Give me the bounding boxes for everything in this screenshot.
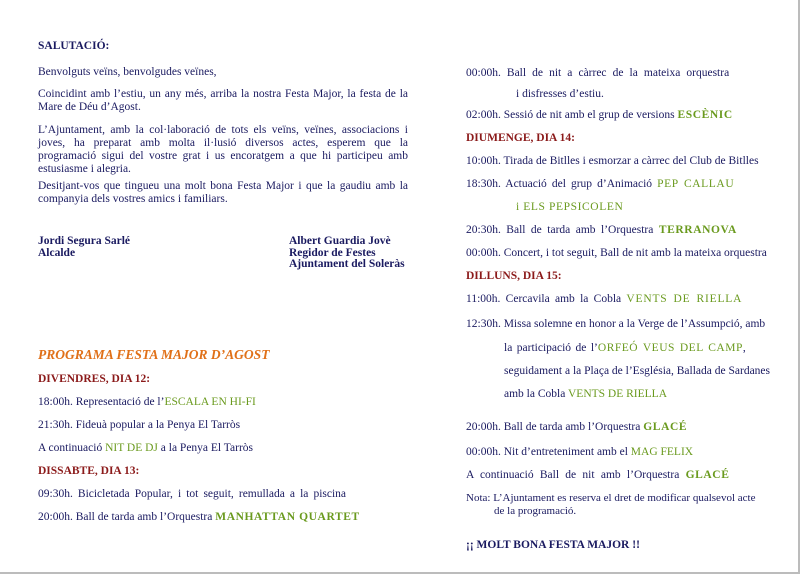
event-monday-1230-cont-3 [504, 388, 667, 400]
event-text: A continuació [38, 442, 106, 454]
event-highlight: ORFEÓ VEUS DEL CAMP [597, 342, 743, 354]
event-highlight: MAG FELIX [630, 446, 694, 458]
event-text: la participació de l’ [504, 342, 598, 354]
signature-mayor-name: Jordi Segura Sarlé [38, 235, 130, 247]
day-heading-saturday: DISSABTE, DIA 13: [38, 465, 140, 477]
event-text: , [742, 342, 746, 354]
event-friday-1800 [38, 396, 256, 408]
event-monday-2000 [466, 421, 687, 433]
event-monday-1100 [466, 293, 742, 305]
event-highlight: GLACÉ [685, 469, 730, 481]
event-monday-continuation [466, 469, 729, 481]
note-line-2: de la programació. [494, 505, 577, 517]
event-text: 18:00h. Representació de l’ [38, 396, 165, 408]
signature-mayor-role: Alcalde [38, 246, 76, 259]
event-highlight: ESCÈNIC [677, 109, 733, 121]
event-highlight: NIT DE DJ [105, 442, 158, 454]
event-highlight: VENTS DE RIELLA [626, 293, 743, 305]
greeting-heading: SALUTACIÓ: [38, 40, 110, 52]
event-text: 18:30h. Actuació del grup d’Animació [466, 178, 658, 190]
event-monday-1230-cont-1 [504, 342, 746, 354]
event-saturday-0000-cont: i disfresses d’estiu. [516, 88, 604, 100]
event-text: 02:00h. Sessió de nit amb el grup de versions [466, 109, 678, 121]
signature-councillor [289, 236, 405, 271]
event-monday-0000 [466, 446, 693, 458]
event-sunday-1830 [466, 178, 734, 190]
event-text: amb la Cobla [504, 388, 568, 400]
note-line-1: Nota: L’Ajuntament es reserva el dret de modificar qualsevol acte [466, 492, 756, 504]
event-highlight: MANHATTAN QUARTET [215, 511, 360, 523]
greeting-paragraph-3: L’Ajuntament, amb la col·laboració de tots els veïns, veïnes, associacions i joves, ha preparat amb molta il·lusió diversos actes, esperem que la programació sigui del vostre grat i us encoratgem a que hi participeu amb estusiasme i alegria. [38, 124, 408, 175]
event-sunday-1830-cont: i ELS PEPSICOLEN [516, 201, 624, 213]
event-text: A continuació Ball de nit amb l’Orquestra [466, 469, 686, 481]
event-monday-1230-cont-2: seguidament a la Plaça de l’Església, Ballada de Sardanes [504, 365, 770, 377]
event-text: 00:00h. Nit d’entreteniment amb el [466, 446, 631, 458]
day-heading-monday: DILLUNS, DIA 15: [466, 270, 562, 282]
event-text: a la Penya El Tarròs [157, 442, 253, 454]
day-heading-sunday: DIUMENGE, DIA 14: [466, 132, 575, 144]
greeting-paragraph-4: Desitjant-vos que tingueu una molt bona Festa Major i que la gaudiu amb la companyia dels vostres amics i familiars. [38, 180, 408, 205]
event-highlight: GLACÉ [643, 421, 688, 433]
signature-mayor [38, 236, 130, 259]
event-saturday-0200 [466, 109, 733, 121]
event-highlight: ESCALA EN HI-FI [164, 396, 256, 408]
event-saturday-0930 [38, 488, 382, 500]
event-friday-2130: 21:30h. Fideuà popular a la Penya El Tarròs [38, 419, 241, 431]
event-monday-1230: 12:30h. Missa solemne en honor a la Verge de l’Assumpció, amb [466, 318, 766, 330]
greeting-paragraph-2: Coincidint amb l’estiu, un any més, arriba la nostra Festa Major, la festa de la Mare de Déu d’Agost. [38, 88, 408, 113]
event-sunday-0000: 00:00h. Concert, i tot seguit, Ball de nit amb la mateixa orquestra [466, 247, 767, 259]
event-text: 20:30h. Ball de tarda amb l’Orquestra [466, 224, 659, 236]
event-highlight: TERRANOVA [658, 224, 737, 236]
event-sunday-1000: 10:00h. Tirada de Bitlles i esmorzar a càrrec del Club de Bitlles [466, 155, 759, 167]
event-saturday-0000: 00:00h. Ball de nit a càrrec de la mateixa orquestra [466, 67, 730, 79]
event-text: 20:00h. Ball de tarda amb l’Orquestra [466, 421, 644, 433]
event-text: 11:00h. Cercavila amb la Cobla [466, 293, 627, 305]
event-saturday-2000 [38, 511, 360, 523]
greeting-paragraph-1: Benvolguts veïns, benvolgudes veïnes, [38, 66, 217, 78]
signature-councillor-org: Ajuntament del Soleràs [289, 258, 405, 270]
signature-councillor-role: Regidor de Festes [289, 246, 376, 259]
closing-message: ¡¡ MOLT BONA FESTA MAJOR !! [466, 539, 640, 551]
event-friday-continuation [38, 442, 253, 454]
signature-councillor-name: Albert Guardia Jovè [289, 235, 391, 247]
event-highlight: PEP CALLAU [657, 178, 735, 190]
event-sunday-2030 [466, 224, 737, 236]
day-heading-friday: DIVENDRES, DIA 12: [38, 373, 151, 385]
event-text: 20:00h. Ball de tarda amb l’Orquestra [38, 511, 216, 523]
program-title: PROGRAMA FESTA MAJOR D’AGOST [38, 347, 270, 362]
event-text: 09:30h. Bicicletada Popular, i tot seguit, remullada a la piscina [38, 488, 347, 500]
event-highlight: VENTS DE RIELLA [568, 388, 668, 400]
